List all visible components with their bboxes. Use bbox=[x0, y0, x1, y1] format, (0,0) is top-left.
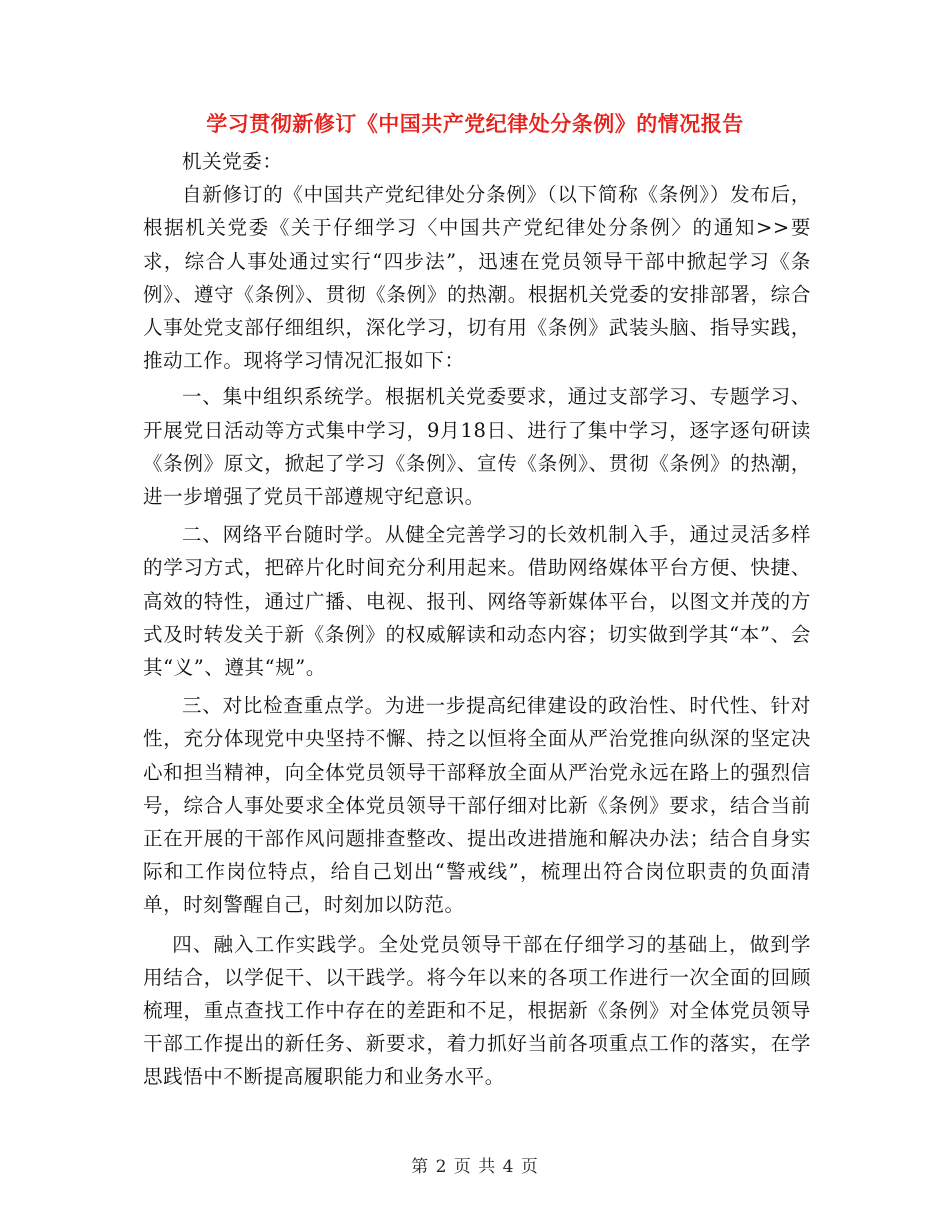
paragraph-intro: 自新修订的《中国共产党纪律处分条例》（以下简称《条例》）发布后，根据机关党委《关于仔细学习〈中国共产党纪律处分条例〉的通知>>要求，综合人事处通过实行“四步法”，迅速在党员领导干部中掀起学习《条例》、遵守《条例》、贯彻《条例》的热潮。根据机关党委的安排部署，综合人事处党支部仔细组织，深化学习，切有用《条例》武装头脑、指导实践，推动工作。现将学习情况汇报如下： bbox=[143, 183, 811, 373]
paragraph-section-3: 三、对比检查重点学。为进一步提高纪律建设的政治性、时代性、针对性，充分体现党中央坚持不懈、持之以恒将全面从严治党推向纵深的坚定决心和担当精神，向全体党员领导干部释放全面从严治党永远在路上的强烈信号，综合人事处要求全体党员领导干部仔细对比新《条例》要求，结合当前正在开展的干部作风问题排查整改、提出改进措施和解决办法；结合自身实际和工作岗位特点，给自己划出“警戒线”，梳理出符合岗位职责的负面清单，时刻警醒自己，时刻加以防范。 bbox=[143, 694, 811, 917]
salutation: 机关党委： bbox=[182, 150, 283, 173]
document-body bbox=[143, 145, 811, 1094]
document-title: 学习贯彻新修订《中国共产党纪律处分条例》的情况报告 bbox=[206, 111, 744, 136]
paragraph-section-2: 二、网络平台随时学。从健全完善学习的长效机制入手，通过灵活多样的学习方式，把碎片化时间充分利用起来。借助网络媒体平台方便、快捷、高效的特性，通过广播、电视、报刊、网络等新媒体平台，以图文并茂的方式及时转发关于新《条例》的权威解读和动态内容；切实做到学其“本”、会其“义”、遵其“规”。 bbox=[143, 523, 811, 680]
paragraph-section-1: 一、集中组织系统学。根据机关党委要求，通过支部学习、专题学习、开展党日活动等方式集中学习，9月18日、进行了集中学习，逐字逐句研读《条例》原文，掀起了学习《条例》、宣传《条例》、贯彻《条例》的热潮，进一步增强了党员干部遵规守纪意识。 bbox=[143, 385, 811, 509]
page-footer: 第 2 页 共 4 页 bbox=[411, 1157, 539, 1177]
paragraph-section-4: 四、融入工作实践学。全处党员领导干部在仔细学习的基础上，做到学用结合，以学促干、以干践学。将今年以来的各项工作进行一次全面的回顾梳理，重点查找工作中存在的差距和不足，根据新《条例》对全体党员领导干部工作提出的新任务、新要求，着力抓好当前各项重点工作的落实，在学思践悟中不断提高履职能力和业务水平。 bbox=[143, 932, 811, 1089]
